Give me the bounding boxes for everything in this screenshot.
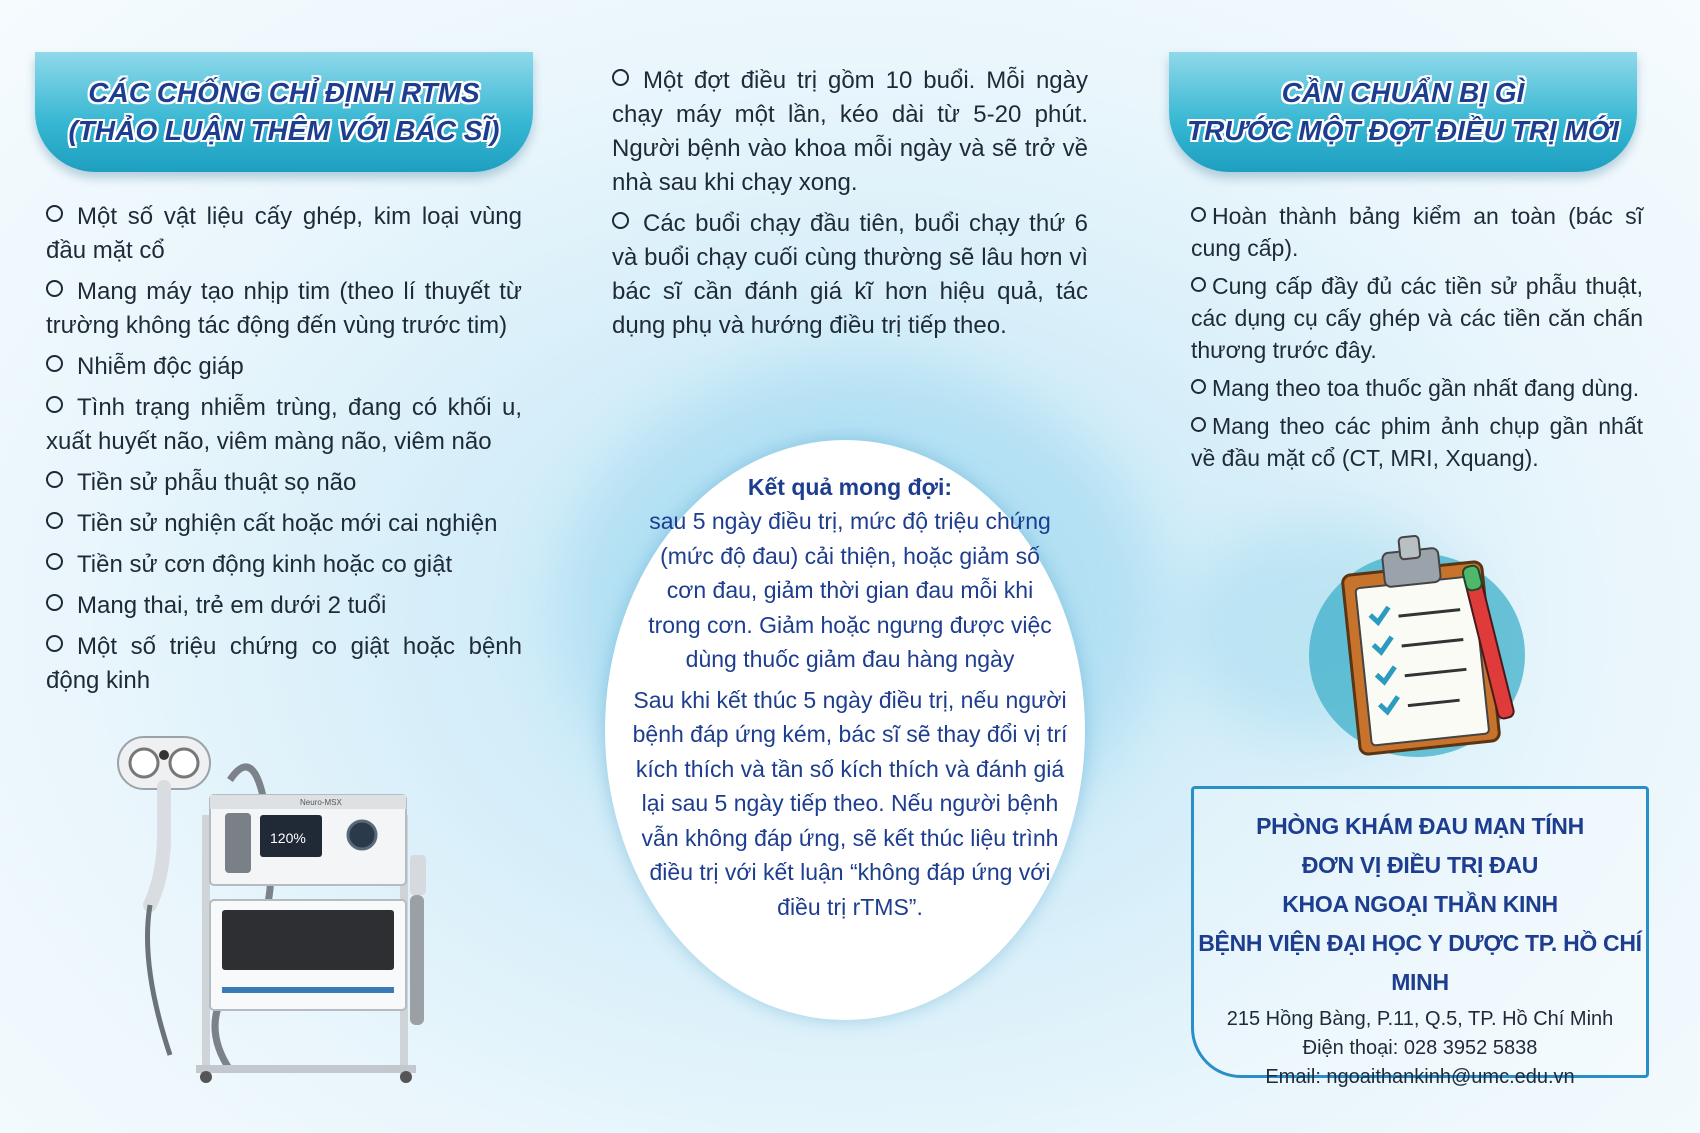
list-item [46,548,522,582]
circle-bullet-icon [46,471,63,488]
circle-bullet-icon [46,553,63,570]
list-item-text: Mang theo toa thuốc gần nhất đang dùng. [1212,375,1640,401]
list-item-text: Hoàn thành bảng kiểm an toàn (bác sĩ cung cấp). [1191,203,1643,261]
list-item [46,630,522,698]
rtms-device-illustration [110,725,480,1085]
unit-name: ĐƠN VỊ ĐIỀU TRỊ ĐAU [1301,852,1539,878]
list-item [46,350,522,384]
banner-title-line: (THẢO LUẬN THÊM VỚI BÁC SĨ) [68,115,500,146]
follow-up-paragraph: Sau khi kết thúc 5 ngày điều trị, nếu người bệnh đáp ứng kém, bác sĩ sẽ thay đổi vị trí kích thích và tần số kích thích và đánh giá lại sau 5 ngày tiếp theo. Nếu người bệnh vẫn không đáp ứng, sẽ kết thúc liệu trình điều trị với kết luận “không đáp ứng với điều trị rTMS”. [632,686,1068,920]
list-item [612,64,1088,200]
list-item-text: Tiền sử nghiện cất hoặc mới cai nghiện [77,510,498,537]
circle-bullet-icon [46,594,63,611]
circle-bullet-icon [46,396,63,413]
list-item-text: Một số vật liệu cấy ghép, kim loại vùng đầu mặt cổ [46,203,522,264]
clinic-name: PHÒNG KHÁM ĐAU MẠN TÍNH [1256,813,1584,839]
list-item-text: Cung cấp đầy đủ các tiền sử phẫu thuật, các dụng cụ cấy ghép và các tiền căn chấn thương trước đây. [1191,273,1643,363]
contact-box [1191,786,1649,1088]
list-item-text: Mang theo các phim ảnh chụp gần nhất về đầu mặt cổ (CT, MRI, Xquang). [1191,413,1643,471]
list-item [1191,200,1643,264]
list-item [46,466,522,500]
contraindications-banner [35,52,533,172]
circle-bullet-icon [46,635,63,652]
expected-results-text [630,470,1070,930]
circle-bullet-icon [1191,379,1206,394]
banner-title-line: TRƯỚC MỘT ĐỢT ĐIỀU TRỊ MỚI [1186,115,1620,146]
circle-bullet-icon [1191,277,1206,292]
department-name: KHOA NGOẠI THẦN KINH [1282,891,1558,917]
list-item-text: Một số triệu chứng co giật hoặc bệnh động kinh [46,633,522,694]
circle-bullet-icon [46,512,63,529]
treatment-info-list [612,64,1088,350]
circle-bullet-icon [1191,207,1206,222]
device-brand-label: Neuro-MSX [300,798,342,807]
clipboard-checklist-icon [1305,530,1535,765]
address-text: 215 Hồng Bàng, P.11, Q.5, TP. Hồ Chí Minh [1226,1008,1614,1030]
banner-title-line: CẦN CHUẨN BỊ GÌ [1281,77,1525,108]
circle-bullet-icon [612,69,629,86]
list-item-text: Các buổi chạy đầu tiên, buổi chạy thứ 6 và buổi chạy cuối cùng thường sẽ lâu hơn vì bác sĩ cần đánh giá kĩ hơn hiệu quả, tác dụng phụ và hướng điều trị tiếp theo. [612,210,1088,339]
list-item-text: Tình trạng nhiễm trùng, đang có khối u, xuất huyết não, viêm màng não, viêm não [46,394,522,455]
list-item [46,507,522,541]
circle-bullet-icon [612,212,629,229]
circle-bullet-icon [46,205,63,222]
list-item [46,589,522,623]
phone-text: Điện thoại: 028 3952 5838 [1302,1037,1538,1059]
preparation-banner [1169,52,1637,172]
list-item [1191,372,1643,404]
device-screen-value: 120% [270,830,306,846]
list-item [46,200,522,268]
list-item-text: Một đợt điều trị gồm 10 buổi. Mỗi ngày chạy máy một lần, kéo dài từ 5-20 phút. Người bệnh vào khoa mỗi ngày và sẽ trở về nhà sau khi chạy xong. [612,67,1088,196]
list-item [612,207,1088,343]
list-item [46,275,522,343]
hospital-name: BỆNH VIỆN ĐẠI HỌC Y DƯỢC TP. HỒ CHÍ MINH [1198,930,1642,995]
preparation-list [1191,200,1643,480]
list-item-text: Tiền sử phẫu thuật sọ não [77,469,357,496]
email-text: Email: ngoaithankinh@umc.edu.vn [1265,1066,1575,1088]
list-item [1191,270,1643,366]
list-item-text: Nhiễm độc giáp [77,353,244,380]
list-item-text: Mang thai, trẻ em dưới 2 tuổi [77,592,387,619]
list-item-text: Mang máy tạo nhịp tim (theo lí thuyết từ trường không tác động đến vùng trước tim) [46,278,522,339]
banner-title-line: CÁC CHỐNG CHỈ ĐỊNH RTMS [88,77,480,108]
expected-results-paragraph: sau 5 ngày điều trị, mức độ triệu chứng (mức độ đau) cải thiện, hoặc giảm số cơn đau, giảm thời gian đau mỗi khi trong cơn. Giảm hoặc ngưng được việc dùng thuốc giảm đau hàng ngày [648,508,1052,672]
list-item [1191,410,1643,474]
circle-bullet-icon [46,280,63,297]
contraindications-list [46,200,522,705]
expected-results-heading: Kết quả mong đợi: [747,474,953,500]
list-item [46,391,522,459]
list-item-text: Tiền sử cơn động kinh hoặc co giật [77,551,453,578]
circle-bullet-icon [1191,417,1206,432]
circle-bullet-icon [46,355,63,372]
